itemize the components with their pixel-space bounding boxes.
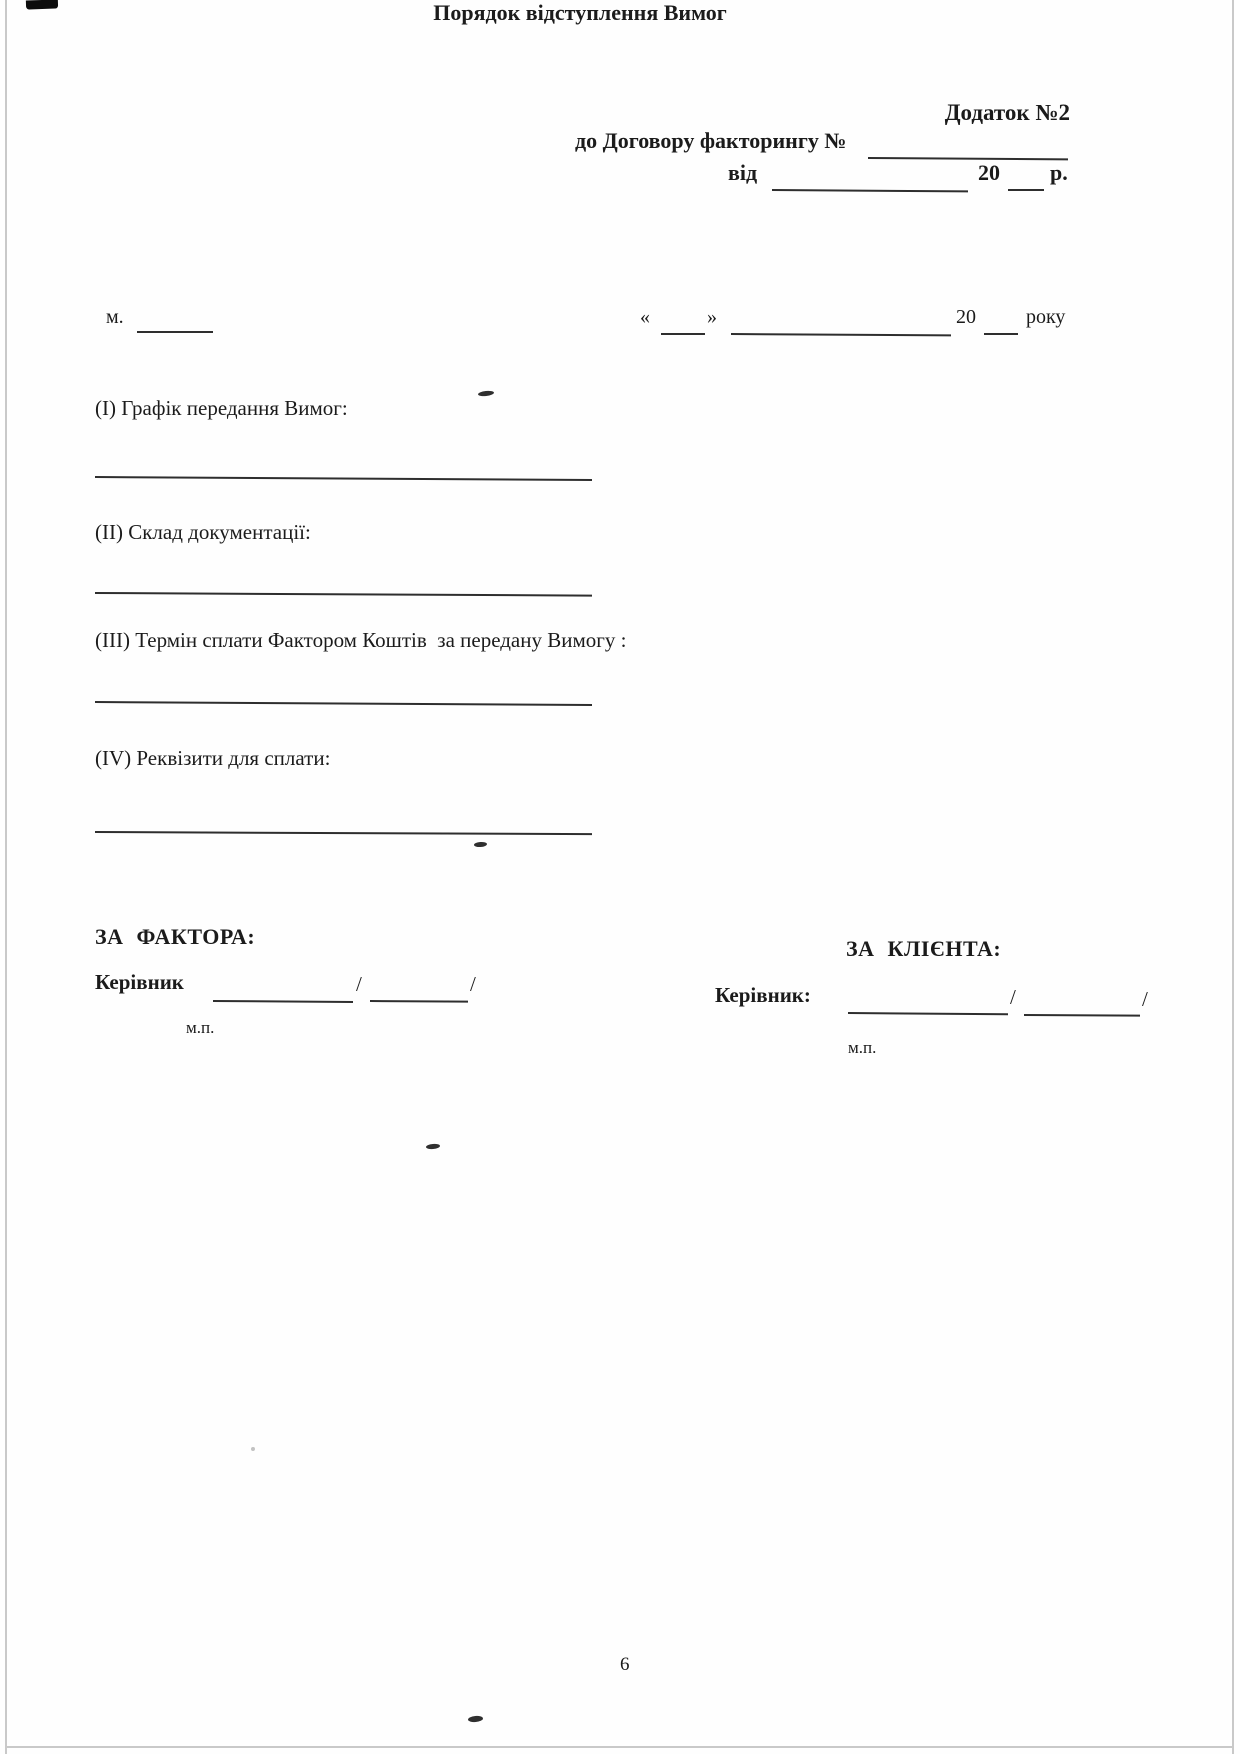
factor-signature-blank: [213, 1000, 353, 1003]
client-name-blank: [1024, 1014, 1140, 1017]
scan-artifact-dash: [478, 390, 494, 397]
date-quote-open: «: [640, 306, 650, 328]
date-year-suffix: року: [1026, 306, 1066, 328]
section-3-blank-line: [95, 701, 592, 706]
date-year-blank: [984, 333, 1018, 335]
contract-year-suffix: р.: [1050, 160, 1068, 185]
client-role-label: Керівник:: [715, 983, 811, 1007]
contract-date-label: від: [728, 160, 758, 185]
section-1-blank-line: [95, 476, 592, 481]
contract-reference-label: до Договору факторингу №: [575, 128, 847, 153]
page-edge-bottom: [5, 1746, 1234, 1748]
page-edge-right: [1232, 0, 1234, 1754]
client-signature-heading: ЗА КЛІЄНТА:: [846, 936, 1002, 961]
factor-separator-1: /: [356, 972, 362, 996]
contract-year-prefix: 20: [978, 160, 1000, 185]
contract-number-blank: [868, 157, 1068, 160]
contract-date-blank: [772, 189, 968, 192]
appendix-number-label: Додаток №2: [944, 100, 1070, 125]
date-quote-close: »: [707, 306, 717, 328]
client-signature-blank: [848, 1012, 1008, 1015]
client-seal-label: м.п.: [848, 1038, 877, 1057]
contract-year-blank: [1008, 189, 1044, 191]
city-blank: [137, 331, 213, 333]
factor-seal-label: м.п.: [186, 1018, 215, 1037]
section-3-label: (III) Термін сплати Фактором Коштів за передану Вимогу :: [95, 628, 627, 652]
page-number: 6: [620, 1654, 630, 1675]
city-prefix-label: м.: [106, 306, 124, 328]
section-2-label: (II) Склад документації:: [95, 520, 311, 544]
date-day-blank: [661, 333, 705, 335]
date-month-blank: [731, 333, 951, 336]
section-2-blank-line: [95, 592, 592, 597]
document-title: Порядок відступлення Вимог: [433, 0, 727, 25]
scan-artifact-dash: [468, 1715, 483, 1722]
factor-role-label: Керівник: [95, 970, 184, 994]
section-4-label: (IV) Реквізити для сплати:: [95, 746, 331, 770]
factor-signature-heading: ЗА ФАКТОРА:: [95, 924, 256, 949]
section-4-blank-line: [95, 831, 592, 835]
scan-artifact-dash: [474, 842, 487, 848]
date-year-prefix: 20: [956, 306, 976, 328]
client-separator-2: /: [1142, 987, 1148, 1011]
scan-artifact-dash: [426, 1143, 440, 1149]
factor-separator-2: /: [470, 972, 476, 996]
page-edge-left: [5, 0, 7, 1754]
factor-name-blank: [370, 1000, 468, 1003]
section-1-label: (I) Графік передання Вимог:: [95, 396, 348, 420]
client-separator-1: /: [1010, 985, 1016, 1009]
scan-artifact-dot: [251, 1447, 255, 1451]
